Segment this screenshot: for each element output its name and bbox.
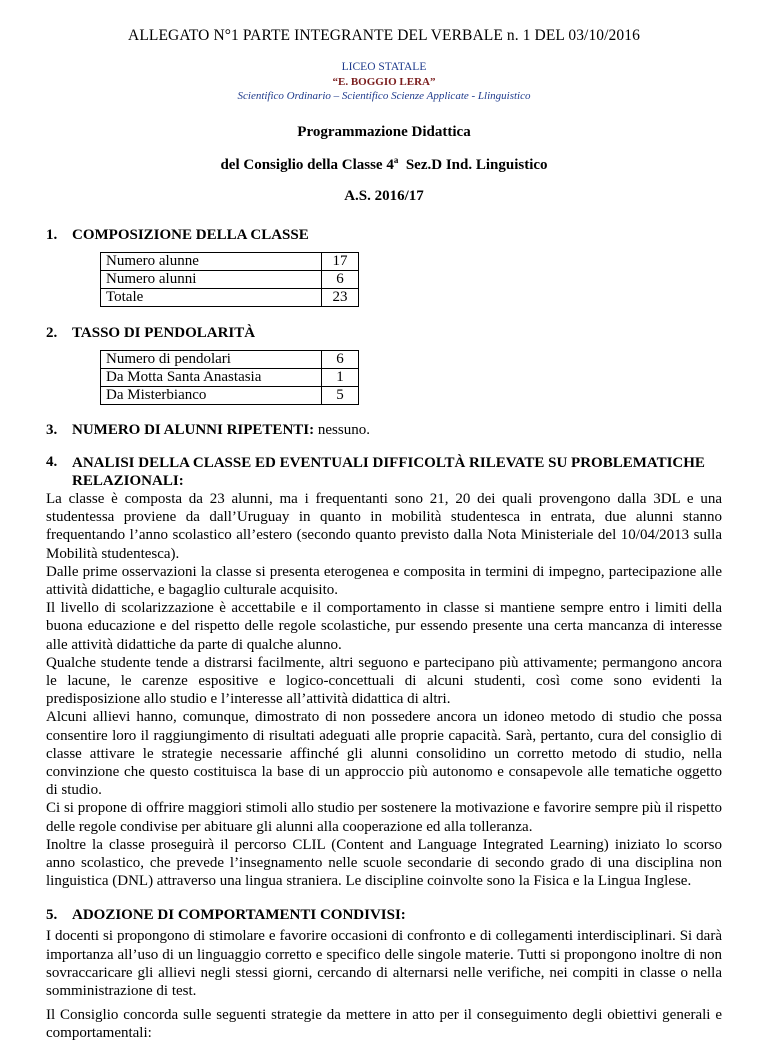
section-2-heading	[46, 325, 722, 342]
section-5-heading	[46, 907, 722, 924]
school-branches: Scientifico Ordinario – Scientifico Scienze Applicate - Llinguistico	[237, 90, 531, 102]
paragraph: Il livello di scolarizzazione è accettabile e il comportamento in classe si mantiene sempre entro i limiti della buona educazione e del rispetto delle regole scolastiche, pur essendo presente una certa mancanza di interesse alle attività didattiche da parte di qualche alunno.	[46, 600, 722, 653]
section-3-number: 3.	[46, 422, 58, 438]
section-3-heading	[46, 422, 722, 439]
table-row	[101, 253, 359, 271]
paragraph: Qualche studente tende a distrarsi facilmente, altri seguono e partecipano più attivamente; permangono ancora le lacune, le carenze espositive e logico-concettuali di alcuni studenti, così come sono evidenti la predisposizione allo studio e l’interesse all’attività didattica di altri.	[46, 654, 722, 708]
section-5-number: 5.	[46, 907, 58, 924]
section-1-number: 1.	[46, 227, 58, 243]
section-5-body	[46, 927, 722, 1042]
table-cell-value: 5	[322, 387, 359, 405]
table-cell-label: Da Motta Santa Anastasia	[101, 369, 322, 387]
paragraph: I docenti si propongono di stimolare e favorire occasioni di confronto e di collegamenti interdisciplinari. Si darà importanza all’uso di un linguaggio corretto e specifico delle singole materie. Tutti si propongono inoltre di non sovraccaricare gli allievi negli stessi giorni, cercando di alternarsi nelle verifiche, nei compiti in classe o nella somministrazione di test.	[46, 928, 722, 1000]
section-4-title: ANALISI DELLA CLASSE ED EVENTUALI DIFFICOLTÀ RILEVATE SU PROBLEMATICHE RELAZIONALI:	[72, 455, 705, 489]
paragraph: La classe è composta da 23 alunni, ma i frequentanti sono 21, 20 dei quali provengono dalla 3DL e una studentessa proviene da dall’Uruguay in quanto in mobilità studentesca in entrata, due alunni stanno frequentando l’anno scolastico all’estero (secondo quanto previsto dalla Nota Ministeriale del 10/04/2013 sulla Mobilità studentesca).	[46, 491, 722, 562]
attachment-header: ALLEGATO N°1 PARTE INTEGRANTE DEL VERBALE n. 1 DEL 03/10/2016	[128, 27, 640, 44]
paragraph: Inoltre la classe proseguirà il percorso CLIL (Content and Language Integrated Learning) iniziato lo scorso anno scolastico, che prevede l’insegnamento nelle scuole secondarie di secondo grado di una disciplina non linguistica (DNL) attraverso una lingua straniera. Le discipline coinvolte sono la Fisica e la Lingua Inglese.	[46, 836, 722, 890]
subtitle-rest: Sez.D Ind. Linguistico	[398, 157, 548, 173]
section-1-heading	[46, 227, 722, 244]
school-type: LICEO STATALE	[341, 61, 427, 73]
section-4-number: 4.	[46, 454, 58, 470]
section-1-title: COMPOSIZIONE DELLA CLASSE	[72, 227, 309, 243]
section-2-title: TASSO DI PENDOLARITÀ	[72, 325, 256, 341]
table-row	[101, 387, 359, 405]
school-name: “E. BOGGIO LERA”	[332, 76, 436, 88]
commuting-table	[100, 350, 359, 405]
table-cell-value: 17	[322, 253, 359, 271]
table-row	[101, 369, 359, 387]
class-composition-table	[100, 252, 359, 307]
section-3-text	[72, 422, 722, 439]
table-row	[101, 271, 359, 289]
table-cell-label: Numero alunni	[101, 271, 322, 289]
table-row	[101, 289, 359, 307]
section-4-heading	[46, 454, 722, 490]
subtitle-sup: a	[393, 155, 399, 165]
table-cell-label: Numero alunne	[101, 253, 322, 271]
paragraph: Alcuni allievi hanno, comunque, dimostrato di non possedere ancora un idoneo metodo di studio che possa consentire loro il raggiungimento di risultati adeguati alle proprie capacità. Sarà, pertanto, cura del consiglio di classe attivare le strategie necessarie affinché gli alunni consolidino un corretto metodo di studio, nella convinzione che questo costituisca la base di un approccio più autonomo e consapevole alle tematiche oggetto di studio.	[46, 709, 722, 799]
paragraph: Il Consiglio concorda sulle seguenti strategie da mettere in atto per il conseguimento degli obiettivi generali e comportamentali:	[46, 1007, 722, 1042]
section-5-title: ADOZIONE DI COMPORTAMENTI CONDIVISI:	[72, 907, 406, 924]
table-cell-label: Da Misterbianco	[101, 387, 322, 405]
table-cell-label: Numero di pendolari	[101, 351, 322, 369]
table-cell-value: 1	[322, 369, 359, 387]
section-4-body	[46, 490, 722, 890]
table-cell-label: Totale	[101, 289, 322, 307]
section-3-value: nessuno.	[314, 422, 370, 438]
section-2-number: 2.	[46, 325, 58, 341]
subtitle-main: del Consiglio della Classe 4	[220, 157, 394, 173]
section-3-title: NUMERO DI ALUNNI RIPETENTI:	[72, 422, 315, 438]
table-cell-value: 6	[322, 271, 359, 289]
school-header	[46, 61, 722, 102]
school-year: A.S. 2016/17	[344, 188, 424, 204]
table-row	[101, 351, 359, 369]
table-cell-value: 6	[322, 351, 359, 369]
document-subtitle	[46, 155, 722, 174]
table-cell-value: 23	[322, 289, 359, 307]
paragraph: Dalle prime osservazioni la classe si presenta eterogenea e composita in termini di impegno, partecipazione alle attività didattiche, e bagaglio culturale acquisito.	[46, 563, 722, 599]
document-title: Programmazione Didattica	[297, 124, 471, 140]
paragraph: Ci si propone di offrire maggiori stimoli allo studio per sostenere la motivazione e favorire sempre più il rispetto delle regole condivise per abituare gli alunni alla cooperazione ed alla tolleranza.	[46, 800, 722, 835]
